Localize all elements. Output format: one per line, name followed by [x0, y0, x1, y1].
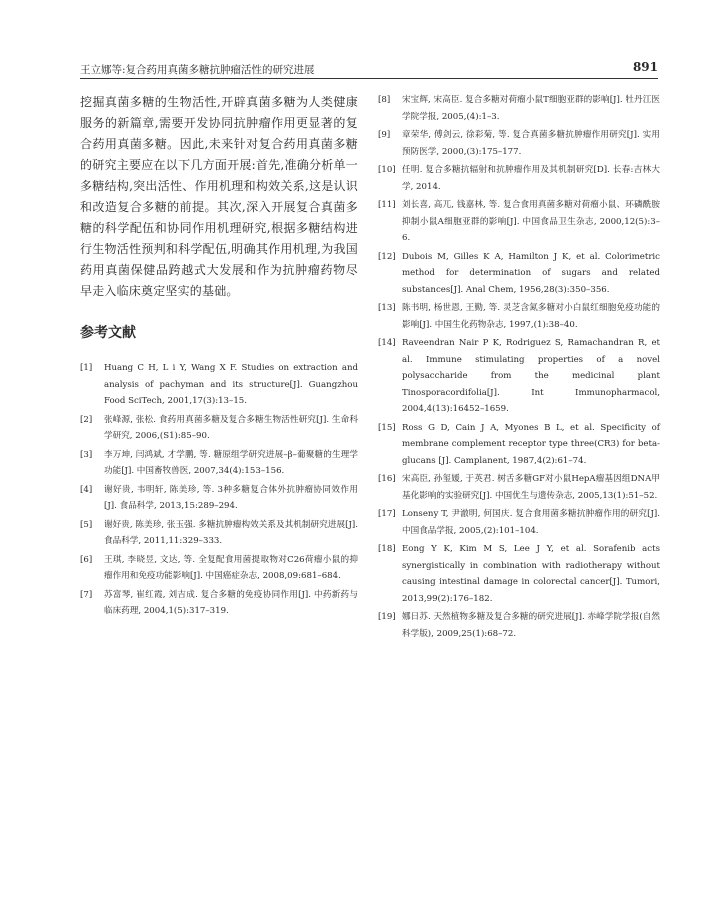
reference-number: [5]: [80, 519, 93, 530]
reference-item: [80, 412, 358, 445]
reference-number: [4]: [80, 484, 93, 495]
reference-number: [14]: [378, 338, 396, 348]
reference-text: 任明. 复合多糖抗辐射和抗肿瘤作用及其机制研究[D]. 长春:吉林大学, 2014.: [402, 165, 660, 192]
reference-number: [11]: [378, 200, 396, 210]
reference-number: [15]: [378, 422, 396, 433]
reference-text: 谢好贵, 韦明轩, 陈美珍, 等. 3种多糖复合体外抗肿瘤协同效作用[J]. 食品科学, 2013,15:289–294.: [104, 484, 358, 511]
page-header: [80, 60, 658, 79]
left-column: [80, 92, 358, 622]
reference-item: [378, 609, 660, 642]
reference-item: [80, 482, 358, 515]
reference-list-right: [378, 92, 660, 642]
reference-item: [378, 506, 660, 539]
reference-list-left: [80, 360, 358, 620]
reference-item: [378, 471, 660, 504]
reference-item: [378, 162, 660, 195]
reference-text: Raveendran Nair P K, Rodriguez S, Ramachandran R, et al. Immune stimulating properties of a novel polysaccharide from the medicinal plant Tinosporacordifolia[J]. Int Immunopharmacol, 2004,4(13):16452–1659.: [402, 338, 660, 414]
reference-number: [8]: [378, 95, 391, 105]
reference-text: 王琪, 李晓昱, 文达, 等. 全复配食用菌提取物对C26荷瘤小鼠的抑瘤作用和免疫功能影响[J]. 中国癌症杂志, 2008,09:681–684.: [104, 554, 358, 581]
reference-number: [2]: [80, 414, 93, 425]
reference-item: [80, 447, 358, 480]
reference-number: [7]: [80, 589, 93, 600]
reference-number: [3]: [80, 449, 93, 460]
running-head: 王立娜等:复合药用真菌多糖抗肿瘤活性的研究进展: [80, 64, 315, 76]
reference-item: [80, 587, 358, 620]
reference-text: 娜日苏. 天然植物多糖及复合多糖的研究进展[J]. 赤峰学院学报(自然科学版), 2009,25(1):68–72.: [402, 612, 660, 639]
reference-text: 宋宝辉, 宋高臣. 复合多糖对荷瘤小鼠T细胞亚群的影响[J]. 牡丹江医学院学报, 2005,(4):1–3.: [402, 95, 660, 122]
reference-text: 章荣华, 傅剑云, 徐彩菊, 等. 复合真菌多糖抗肿瘤作用研究[J]. 实用预防医学, 2000,(3):175–177.: [402, 130, 660, 157]
body-paragraph: 挖掘真菌多糖的生物活性,开辟真菌多糖为人类健康服务的新篇章,需要开发协同抗肿瘤作用更显著的复合药用真菌多糖。因此,未来针对复合药用真菌多糖的研究主要应在以下几方面开展:首先,准确分析单一多糖结构,突出活性、作用机理和构效关系,这是认识和改造复合多糖的前提。其次,深入开展复合真菌多糖的科学配伍和协同作用机理研究,根据多糖结构进行生物活性预判和科学配伍,明确其作用机理,为我国药用真菌保健品跨越式大发展和作为抗肿瘤药物尽早走入临床奠定坚实的基础。: [80, 95, 358, 298]
reference-text: 宋高臣, 孙玺媛, 于英君. 树舌多糖GF对小鼠HepA瘤基因组DNA甲基化影响的实验研究[J]. 中国优生与遗传杂志, 2005,13(1):51–52.: [402, 474, 660, 501]
reference-text: Eong Y K, Kim M S, Lee J Y, et al. Sorafenib acts synergistically in combination with radiotherapy without causing intestinal damage in colorectal cancer[J]. Tumori, 2013,99(2):176–182.: [402, 544, 660, 604]
reference-item: [378, 249, 660, 299]
reference-number: [13]: [378, 303, 396, 313]
reference-item: [80, 360, 358, 410]
reference-number: [10]: [378, 165, 396, 175]
reference-text: Ross G D, Cain J A, Myones B L, et al. Specificity of membrane complement receptor type three(CR3) for beta-glucans [J]. Camplanent, 1987,4(2):61–74.: [402, 422, 660, 466]
reference-number: [12]: [378, 251, 396, 262]
reference-text: 陈书明, 杨世恩, 王勤, 等. 灵芝含氮多糖对小白鼠红细胞免疫功能的影响[J]. 中国生化药物杂志, 1997,(1):38–40.: [402, 303, 660, 330]
reference-item: [378, 300, 660, 333]
reference-item: [80, 552, 358, 585]
reference-text: 苏富琴, 崔红霞, 刘吉成. 复合多糖的免疫协同作用[J]. 中药新药与临床药理, 2004,1(5):317–319.: [104, 589, 358, 616]
reference-item: [378, 541, 660, 607]
reference-number: [17]: [378, 509, 396, 519]
right-column: [378, 92, 660, 644]
reference-text: 谢好贵, 陈美珍, 张玉强. 多糖抗肿瘤构效关系及其机制研究进展[J]. 食品科学, 2011,11:329–333.: [104, 519, 358, 546]
reference-item: [378, 127, 660, 160]
reference-text: 张峰源, 张松. 食药用真菌多糖及复合多糖生物活性研究[J]. 生命科学研究, 2006,(S1):85–90.: [104, 414, 358, 441]
reference-number: [18]: [378, 544, 396, 554]
reference-item: [378, 420, 660, 470]
reference-number: [9]: [378, 130, 391, 140]
reference-text: Huang C H, L i Y, Wang X F. Studies on extraction and analysis of pachyman and its structure[J]. Guangzhou Food SciTech, 2001,17(3):13–15.: [104, 363, 358, 406]
reference-text: 李万坤, 闫鸿斌, 才学鹏, 等. 糖原组学研究进展–β–葡聚糖的生理学功能[J]. 中国畜牧兽医, 2007,34(4):153–156.: [104, 449, 358, 476]
references-heading: 参考文献: [80, 325, 136, 341]
reference-number: [16]: [378, 474, 396, 484]
reference-item: [378, 335, 660, 418]
reference-text: Dubois M, Gilles K A, Hamilton J K, et al. Colorimetric method for determination of sugars and related substances[J]. Anal Chem, 1956,28(3):350–356.: [402, 251, 660, 295]
reference-number: [6]: [80, 554, 93, 565]
reference-number: [19]: [378, 612, 396, 622]
reference-number: [1]: [80, 363, 93, 373]
reference-text: 刘长喜, 高兀, 钱嘉林, 等. 复合食用真菌多糖对荷瘤小鼠、环磷酰胺抑制小鼠A细胞亚群的影响[J]. 中国食品卫生杂志, 2000,12(5):3–6.: [402, 200, 660, 243]
reference-item: [378, 92, 660, 125]
page-number: 891: [632, 60, 658, 74]
reference-item: [80, 517, 358, 550]
reference-item: [378, 197, 660, 247]
reference-text: Lonseny T, 尹澈明, 何国庆. 复合食用菌多糖抗肿瘤作用的研究[J]. 中国食品学报, 2005,(2):101–104.: [402, 509, 660, 536]
